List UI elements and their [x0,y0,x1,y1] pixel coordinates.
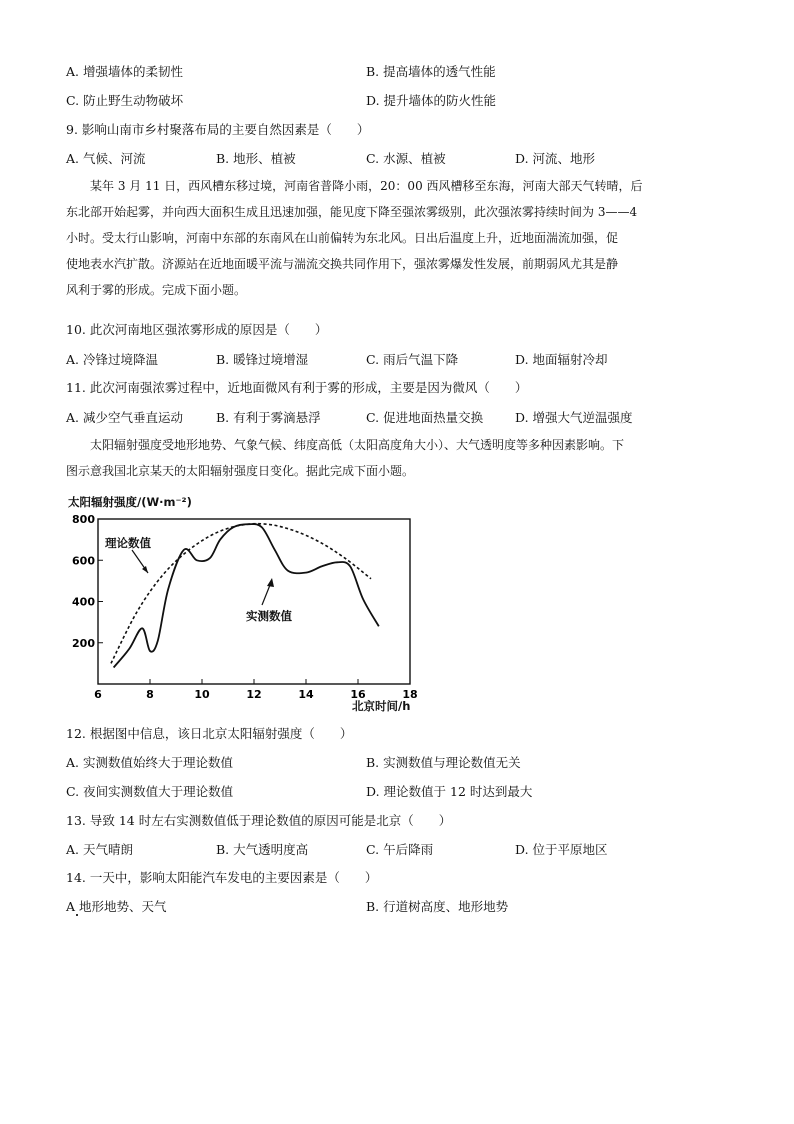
solar-radiation-chart [60,490,430,720]
q12-stem: 12. 根据图中信息，该日北京太阳辐射强度（ ） [66,726,353,741]
x-tick-label: 6 [94,688,102,701]
y-tick-label: 200 [72,636,95,650]
q8-option-d: D. 提升墙体的防火性能 [366,93,497,108]
y-tick-label: 800 [72,513,95,526]
annotation-measured-arrowhead [267,578,274,587]
x-tick-label: 8 [146,688,154,701]
x-tick-label: 14 [298,688,314,701]
x-ticks [94,679,417,701]
passage-fog-line-1: 某年 3 月 11 日，西风槽东移过境，河南省普降小雨，20：00 西风槽移至东海，河南大部天气转晴，后 [90,179,643,193]
passage-fog-line-4: 使地表水汽扩散。济源站在近地面暖平流与湍流交换共同作用下，强浓雾爆发性发展，前期弱风尤其是静 [66,257,619,271]
passage-fog [66,173,730,303]
q9-option-b: B. 地形、植被 [216,151,296,166]
q9-option-d: D. 河流、地形 [515,151,596,166]
q12-option-b: B. 实测数值与理论数值无关 [366,755,521,770]
y-axis-label: 太阳辐射强度/(W·m⁻²) [68,495,192,509]
q12-option-a: A. 实测数值始终大于理论数值 [66,755,233,770]
q10-option-c: C. 雨后气温下降 [366,352,459,367]
q10-option-a: A. 冷锋过境降温 [66,352,158,367]
q8-option-c: C. 防止野生动物破坏 [66,93,184,108]
q10-option-d: D. 地面辐射冷却 [515,352,608,367]
x-tick-label: 12 [246,688,262,701]
q13-stem: 13. 导致 14 时左右实测数值低于理论数值的原因可能是北京（ ） [66,813,452,828]
q12-option-c: C. 夜间实测数值大于理论数值 [66,784,234,799]
x-axis-label: 北京时间/h [352,699,411,713]
y-tick-label: 600 [72,554,95,568]
q14-option-b: B. 行道树高度、地形地势 [366,899,509,914]
q10-option-b: B. 暖锋过境增湿 [216,352,309,367]
q9-stem: 9. 影响山南市乡村聚落布局的主要自然因素是（ ） [66,122,370,137]
q14-option-a: A 地形地势、天气 [66,899,167,914]
q11-option-c: C. 促进地面热量交换 [366,410,484,425]
annotation-theoretical-arrowhead [142,566,148,573]
passage-fog-line-3: 小时。受太行山影响，河南中东部的东南风在山前偏转为东北风。日出后温度上升，近地面湍流加强，促 [66,231,619,245]
x-tick-label: 10 [194,688,210,701]
q8-option-a: A. 增强墙体的柔韧性 [66,64,183,79]
q11-option-a: A. 减少空气垂直运动 [66,410,183,425]
solar-radiation-svg [60,490,430,720]
q11-option-b: B. 有利于雾滴悬浮 [216,410,321,425]
annotation-measured: 实测数值 [246,609,292,623]
q13-option-b: B. 大气透明度高 [216,842,309,857]
q12-option-d: D. 理论数值于 12 时达到最大 [366,784,533,799]
passage-radiation-line-1: 太阳辐射强度受地形地势、气象气候、纬度高低（太阳高度角大小）、大气透明度等多种因素影响。下 [90,438,625,452]
q13-option-d: D. 位于平原地区 [515,842,608,857]
passage-fog-line-5: 风利于雾的形成。完成下面小题。 [66,283,247,297]
stray-dot [76,914,78,916]
passage-radiation-line-2: 图示意我国北京某天的太阳辐射强度日变化。据此完成下面小题。 [66,464,415,478]
q11-stem: 11. 此次河南强浓雾过程中，近地面微风有利于雾的形成，主要是因为微风（ ） [66,380,528,395]
passage-fog-line-2: 东北部开始起雾，并向西大面积生成且迅速加强，能见度下降至强浓雾级别，此次强浓雾持续时间为 3——4 [66,205,638,219]
y-tick-label: 400 [72,595,95,609]
passage-radiation [66,432,730,484]
q8-option-b: B. 提高墙体的透气性能 [366,64,496,79]
q9-option-c: C. 水源、植被 [366,151,446,166]
q14-stem: 14. 一天中，影响太阳能汽车发电的主要因素是（ ） [66,870,378,885]
q11-option-d: D. 增强大气逆温强度 [515,410,633,425]
x-tick-label: 18 [402,688,418,701]
q13-option-c: C. 午后降雨 [366,842,434,857]
series-layer [111,524,379,668]
q10-stem: 10. 此次河南地区强浓雾形成的原因是（ ） [66,322,328,337]
q9-option-a: A. 气候、河流 [66,151,146,166]
series-measured-line [114,524,379,667]
annotation-theoretical: 理论数值 [105,536,151,550]
q13-option-a: A. 天气晴朗 [66,842,133,857]
x-tick-label: 16 [350,688,366,701]
